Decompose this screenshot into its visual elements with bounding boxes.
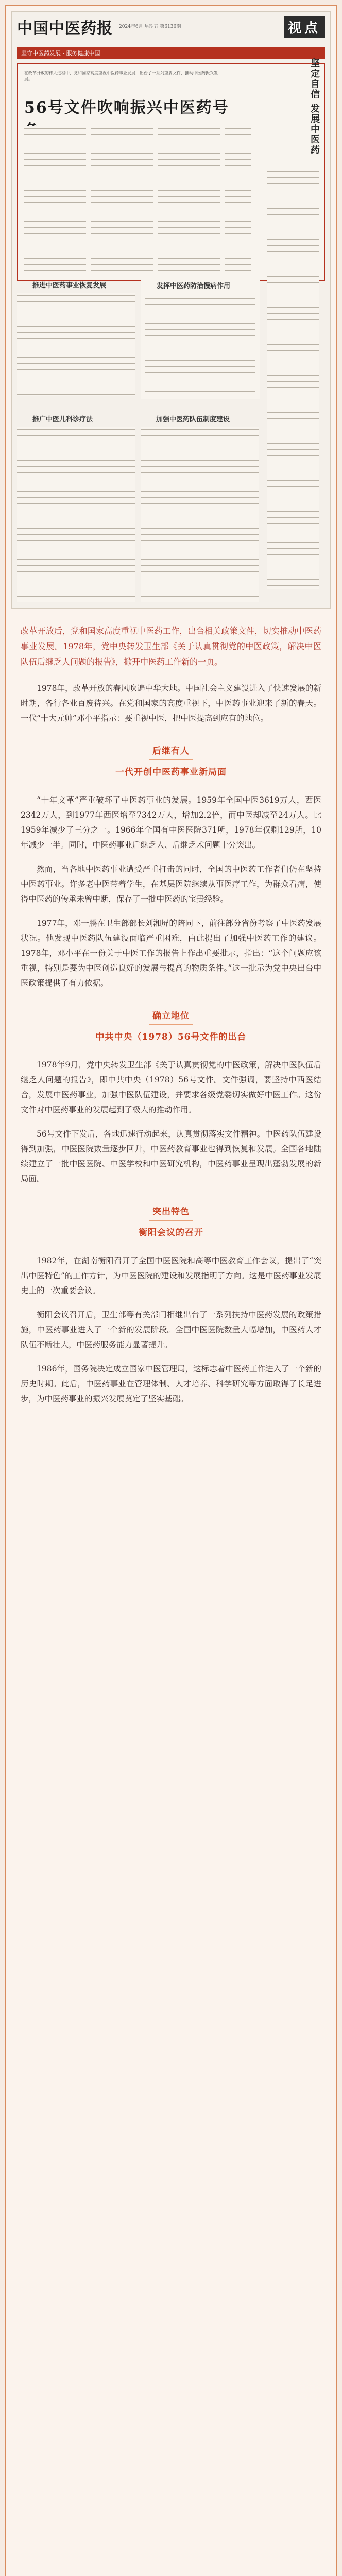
text-column <box>158 126 220 275</box>
section-heading-title: 突出特色 <box>149 1204 193 1221</box>
section-heading <box>21 1204 321 1238</box>
subhead: 加强中医药队伍制度建设 <box>156 416 230 423</box>
paragraph: 1986年，国务院决定成立国家中医管理局，这标志着中医药工作进入了一个新的历史时期。此后，中医药事业在管理体制、人才培养、科学研究等方面取得了长足进步，为中医药事业的振兴发展奠定了坚实基础。 <box>21 1364 321 1403</box>
lead-headline: 56号文件吹响振兴中医药号 <box>24 99 229 117</box>
article-body <box>21 623 321 1416</box>
text-column <box>17 293 135 396</box>
section-heading-subtitle: 衡阳会议的召开 <box>139 1228 203 1238</box>
text-column <box>24 126 86 275</box>
section-heading-title: 确立地位 <box>149 1008 193 1025</box>
section-heading <box>21 743 321 777</box>
subhead: 发挥中医药防治慢病作用 <box>157 282 231 290</box>
article-lede: 改革开放后，党和国家高度重视中医药工作，出台相关政策文件，切实推动中医药事业发展。1978年，党中央转发卫生部《关于认真贯彻党的中医政策，解决中医队伍后继乏人问题的报告》，掀开中医药工作新的一页。 <box>21 626 321 667</box>
paragraph: 1978年，改革开放的春风吹遍中华大地。中国社会主义建设进入了快速发展的新时期，各行各业百废待兴。在党和国家的高度重视下，中医药事业迎来了新的春天。一代“十大元帅”邓小平指示：要重视中医，把中医提高到应有的地位。 <box>21 684 321 723</box>
subhead: 推广中医儿科诊疗法 <box>32 416 93 423</box>
paragraph: 然而，当各地中医药事业遭受严重打击的同时，全国的中医药工作者们仍在坚持中医药事业。许多老中医带着学生，在基层医院继续从事医疗工作，为群众看病，使得中医药的传承未曾中断，保存了一批中医药的宝贵经验。 <box>21 865 321 904</box>
issue-meta: 2024年6月 星期五 第6136期 <box>119 24 181 29</box>
side-column <box>263 53 325 599</box>
text-column <box>141 427 259 602</box>
section-label: 视点 <box>284 16 325 38</box>
subhead: 推进中医药事业恢复发展 <box>32 282 107 290</box>
newspaper-image <box>11 11 331 609</box>
paragraph: “十年文革”严重破坏了中医药事业的发展。1959年全国中医3619万人，西医2342万人，到1977年西医增至7342万人，增加2.2倍，而中医却减至24万人。比1959年减少了三分之一。1966年全国有中医医院371所，1978年仅剩129所，10年减少一半。同时，中医药事业后继乏人、后继乏术问题十分突出。 <box>21 795 321 850</box>
sidebar-box <box>141 275 260 399</box>
masthead <box>12 12 330 43</box>
text-column <box>91 126 153 275</box>
lead-intro: 在改革开放的伟大进程中，党和国家高度重视中医药事业发展，出台了一系列重要文件，推动中医药振兴发展。 <box>24 71 218 81</box>
newspaper-logo: 中国中医药报 <box>17 20 113 38</box>
section-heading-subtitle: 中共中央（1978）56号文件的出台 <box>95 1032 247 1042</box>
text-column <box>17 427 135 602</box>
text-column <box>225 126 251 275</box>
side-column-title: 坚定自信 发展中医药 <box>309 58 320 156</box>
paragraph: 56号文件下发后，各地迅速行动起来，认真贯彻落实文件精神。中医药队伍建设得到加强，中医医院数量逐步回升，中医药教育事业也得到恢复和发展。全国各地陆续建立了一批中医医院、中医学校和中医研究机构，中医药事业呈现出蓬勃发展的新局面。 <box>21 1129 321 1183</box>
section-heading-title: 后继有人 <box>149 743 193 760</box>
text-column <box>145 296 255 394</box>
banner-strip: 坚守中医药发展 · 服务健康中国 <box>17 47 325 59</box>
paragraph: 1978年9月，党中央转发卫生部《关于认真贯彻党的中医政策，解决中医队伍后继乏人问题的报告》，即中共中央（1978）56号文件。文件强调，要坚持中西医结合，发展中医药事业，加强中医队伍建设，并要求各级党委切实做好中医工作。这份文件对中医药事业的发展起到了极大的推动作用。 <box>21 1060 321 1114</box>
paragraph: 衡阳会议召开后，卫生部等有关部门相继出台了一系列扶持中医药发展的政策措施，中医药事业进入了一个新的发展阶段。全国中医医院数量大幅增加，中医药人才队伍不断壮大，中医药服务能力显著提升。 <box>21 1310 321 1349</box>
paragraph: 1982年，在湖南衡阳召开了全国中医医院和高等中医教育工作会议，提出了“突出中医特色”的工作方针，为中医医院的建设和发展指明了方向。这是中医药事业发展史上的一次重要会议。 <box>21 1256 321 1295</box>
section-heading <box>21 1008 321 1042</box>
text-column <box>267 156 319 589</box>
section-heading-subtitle: 一代开创中医药事业新局面 <box>115 767 227 777</box>
paragraph: 1977年，邓一鹏在卫生部部长刘湘屏的陪同下，前往部分省份考察了中医药发展状况。他发现中医药队伍建设面临严重困难，由此提出了加强中医药工作的建议。1978年，邓小平在一份关于中医工作的报告上作出重要批示，指出：“这个问题应该重视，特别是要为中医创造良好的发展与提高的物质条件。”这一批示为党中央出台中医政策提供了有力依据。 <box>21 919 321 988</box>
